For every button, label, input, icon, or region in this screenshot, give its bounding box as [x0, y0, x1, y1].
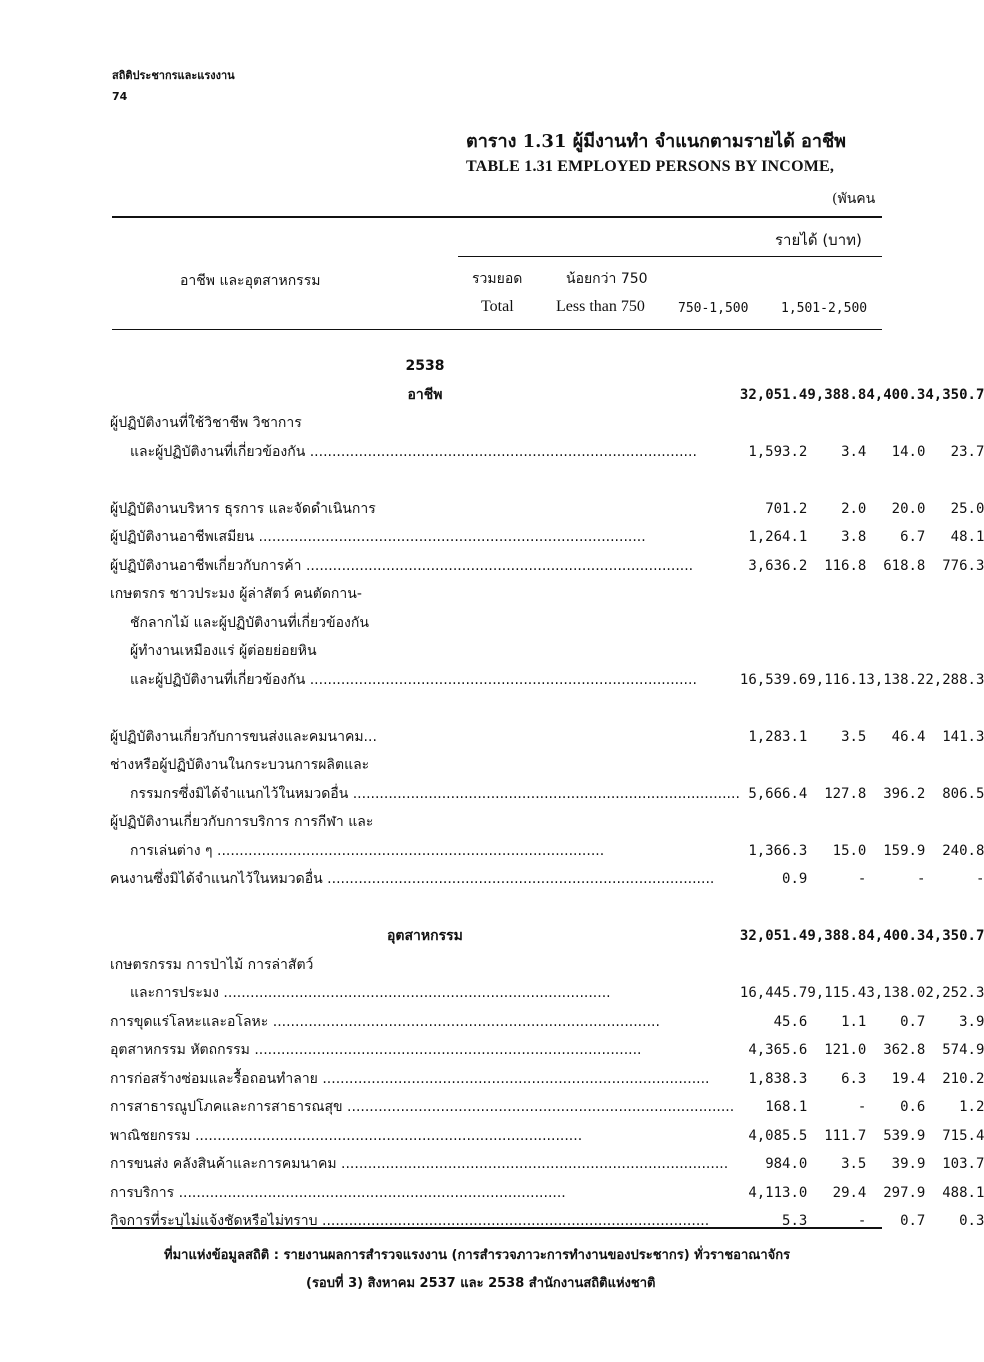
- row-label-text: และผู้ปฏิบัติงานที่เกี่ยวข้องกัน .....: [130, 444, 697, 460]
- row-value: 2,252.3: [925, 985, 984, 1002]
- footnote-source-cont: (รอบที่ 3) สิงหาคม 2537 และ 2538 สำนักงานสถิติแห่งชาติ: [306, 1276, 656, 1291]
- row-value: [807, 466, 866, 495]
- table-row: [110, 523, 984, 552]
- row-value: 984.0: [765, 1156, 808, 1173]
- row-value: [925, 609, 984, 638]
- row-value: 48.1: [950, 529, 984, 546]
- row-value: 806.5: [942, 785, 984, 802]
- table-row: [110, 1065, 984, 1094]
- row-label: [110, 780, 740, 809]
- row-value: [740, 580, 807, 609]
- row-value: [740, 352, 807, 381]
- row-value: 159.9: [883, 842, 926, 859]
- row-label: [110, 438, 740, 467]
- row-label-text: ผู้ทำงานเหมืองแร่ ผู้ต่อยย่อยหิน: [130, 643, 317, 660]
- row-value: [807, 609, 866, 638]
- total-header-english: Total: [481, 298, 514, 315]
- lt750-header-english: Less than 750: [556, 298, 645, 315]
- row-value: 4,400.3: [866, 928, 926, 945]
- row-value: 32,051.4: [739, 386, 808, 403]
- row-value: 6.7: [900, 529, 926, 546]
- row-label-text: การขุดแร่โลหะและอโลหะ .....: [110, 1014, 660, 1030]
- row-value: [866, 609, 925, 638]
- row-label-text: การสาธารณูปโภคและการสาธารณสุข .....: [110, 1099, 734, 1115]
- row-value: [807, 951, 866, 980]
- row-label-text: ผู้ปฏิบัติงานเกี่ยวกับการบริการ การกีฬา และ: [110, 814, 374, 831]
- row-label-text: กรรมกรซึ่งมิได้จำแนกไว้ในหมวดอื่น .....: [130, 786, 740, 802]
- row-value: 3.4: [841, 443, 867, 460]
- table-title-thai: ตาราง 1.31 ผู้มีงานทำ จำแนกตามรายได้ อาชีพ: [466, 131, 847, 152]
- row-label: [110, 1008, 740, 1037]
- table-row: [110, 837, 984, 866]
- row-value: 4,400.3: [866, 386, 926, 403]
- row-value: 539.9: [883, 1127, 926, 1144]
- row-label-text: พาณิชยกรรม .....: [110, 1128, 582, 1144]
- row-value: [866, 808, 925, 837]
- row-value: 103.7: [942, 1156, 984, 1173]
- row-value: [866, 352, 925, 381]
- row-label: [110, 1093, 740, 1122]
- row-label-text: เกษตรกร ชาวประมง ผู้ล่าสัตว์ คนตัดกาน-: [110, 586, 362, 603]
- row-value: 0.3: [959, 1213, 984, 1230]
- table-row: [110, 694, 984, 723]
- row-value: -: [857, 1213, 867, 1230]
- table-row: [110, 1008, 984, 1037]
- row-label: [110, 409, 740, 438]
- row-label: [110, 1179, 740, 1208]
- row-value: 15.0: [832, 842, 867, 859]
- table-row: [110, 751, 984, 780]
- row-value: [925, 751, 984, 780]
- table-row: [110, 780, 984, 809]
- row-value: 1.1: [841, 1013, 867, 1030]
- table-row: [110, 352, 984, 381]
- row-value: 3,138.2: [866, 671, 926, 688]
- row-label: [110, 552, 740, 581]
- row-label: [110, 495, 740, 524]
- table-row: [110, 865, 984, 894]
- row-value: 0.9: [782, 871, 808, 888]
- row-label-text: การบริการ .....: [110, 1185, 566, 1201]
- row-label-text: อุตสาหกรรม หัตถกรรม .....: [110, 1042, 642, 1058]
- row-value: 3.8: [841, 529, 867, 546]
- row-value: 1,283.1: [748, 728, 808, 745]
- row-value: [807, 637, 866, 666]
- table-row: [110, 922, 984, 951]
- row-value: [866, 637, 925, 666]
- row-value: [740, 409, 807, 438]
- row-value: 14.0: [891, 443, 926, 460]
- row-value: [925, 694, 984, 723]
- row-value: [925, 951, 984, 980]
- table-row: [110, 1150, 984, 1179]
- row-value: [807, 352, 866, 381]
- table-row: [110, 609, 984, 638]
- row-value: -: [975, 871, 984, 888]
- row-value: 5.3: [782, 1213, 808, 1230]
- unit-label: (พันคน: [832, 191, 876, 207]
- row-value: 4,350.7: [925, 928, 984, 945]
- row-value: 29.4: [832, 1184, 867, 1201]
- row-value: 46.4: [891, 728, 926, 745]
- row-value: 4,365.6: [748, 1042, 808, 1059]
- row-value: 1,838.3: [748, 1070, 808, 1087]
- row-value: 362.8: [883, 1042, 926, 1059]
- row-label: [110, 751, 740, 780]
- table-row: [110, 1036, 984, 1065]
- row-label: [110, 580, 740, 609]
- row-label: [110, 1122, 740, 1151]
- row-value: 1,593.2: [748, 443, 808, 460]
- row-value: 39.9: [891, 1156, 926, 1173]
- row-value: 25.0: [950, 500, 984, 517]
- row-value: 121.0: [824, 1042, 867, 1059]
- row-label: [110, 609, 740, 638]
- row-value: 4,085.5: [748, 1127, 808, 1144]
- row-value: [925, 894, 984, 923]
- row-label: [110, 979, 740, 1008]
- row-value: 5,666.4: [748, 785, 808, 802]
- lt750-header-thai: น้อยกว่า 750: [566, 271, 648, 287]
- row-value: 210.2: [942, 1070, 984, 1087]
- row-label-text: การก่อสร้างซ่อมและรื้อถอนทำลาย .....: [110, 1071, 710, 1087]
- row-value: [740, 466, 807, 495]
- row-label-text: ชักลากไม้ และผู้ปฏิบัติงานที่เกี่ยวข้องกัน: [130, 614, 369, 631]
- row-value: 3.5: [841, 728, 867, 745]
- row-value: 111.7: [824, 1127, 867, 1144]
- row-label: [110, 922, 740, 951]
- row-value: [740, 808, 807, 837]
- table-row: [110, 1122, 984, 1151]
- table-row: [110, 1207, 984, 1236]
- table-row: [110, 381, 984, 410]
- row-label: [110, 894, 740, 923]
- table-row: [110, 723, 984, 752]
- row-label-text: กิจการที่ระบุไม่แจ้งชัดหรือไม่ทราบ .....: [110, 1213, 709, 1229]
- row-value: [925, 580, 984, 609]
- row-value: 9,116.1: [807, 671, 867, 688]
- row-value: [925, 409, 984, 438]
- row-value: [740, 694, 807, 723]
- row-value: [807, 694, 866, 723]
- row-value: [740, 894, 807, 923]
- total-header-thai: รวมยอด: [472, 271, 523, 287]
- row-label-text: คนงานซึ่งมิได้จำแนกไว้ในหมวดอื่น .....: [110, 871, 714, 887]
- row-label: [110, 637, 740, 666]
- table-row: [110, 979, 984, 1008]
- col-750-1500-header: 750-1,500: [678, 301, 749, 316]
- row-value: 396.2: [883, 785, 926, 802]
- row-label-text: การเล่นต่าง ๆ .....: [130, 843, 604, 859]
- row-value: 488.1: [942, 1184, 984, 1201]
- row-label-text: ผู้ปฏิบัติงานอาชีพเกี่ยวกับการค้า .....: [110, 558, 693, 574]
- row-value: 1,264.1: [748, 529, 808, 546]
- row-value: [925, 637, 984, 666]
- row-value: 141.3: [942, 728, 984, 745]
- row-value: 3,636.2: [748, 557, 808, 574]
- row-label-text: การขนส่ง คลังสินค้าและการคมนาคม .....: [110, 1156, 728, 1172]
- row-value: 32,051.4: [739, 928, 808, 945]
- row-value: 3.9: [959, 1013, 984, 1030]
- row-label: [110, 466, 740, 495]
- row-value: 715.4: [942, 1127, 984, 1144]
- row-label: [110, 1150, 740, 1179]
- row-label: [110, 865, 740, 894]
- row-value: 2.0: [841, 500, 867, 517]
- table-row: [110, 495, 984, 524]
- table-row: [110, 552, 984, 581]
- table-row: [110, 438, 984, 467]
- row-value: [807, 580, 866, 609]
- row-label: [110, 666, 740, 695]
- row-label: [110, 1207, 740, 1236]
- row-label-text: ผู้ปฏิบัติงานบริหาร ธุรการ และจัดดำเนินการ: [110, 500, 376, 517]
- table-row: [110, 666, 984, 695]
- row-value: 574.9: [942, 1042, 984, 1059]
- row-value: [866, 894, 925, 923]
- page-number: 74: [112, 90, 128, 103]
- row-value: 4,350.7: [925, 386, 984, 403]
- table-row: [110, 637, 984, 666]
- row-label-text: เกษตรกรรม การป่าไม้ การล่าสัตว์: [110, 956, 314, 973]
- row-label-text: ผู้ปฏิบัติงานอาชีพเสมียน .....: [110, 529, 646, 545]
- row-label-text: และการประมง .....: [130, 985, 611, 1001]
- row-value: -: [916, 871, 926, 888]
- table-row: [110, 580, 984, 609]
- row-value: 168.1: [765, 1099, 808, 1116]
- header-bottom-rule: [112, 329, 882, 330]
- row-label-text: และผู้ปฏิบัติงานที่เกี่ยวข้องกัน .....: [130, 672, 697, 688]
- row-value: [740, 751, 807, 780]
- row-value: [925, 466, 984, 495]
- row-label: [110, 1036, 740, 1065]
- row-value: 3.5: [841, 1156, 867, 1173]
- table-row: [110, 1093, 984, 1122]
- row-value: 9,115.4: [807, 985, 867, 1002]
- row-value: [866, 466, 925, 495]
- table-row: [110, 1179, 984, 1208]
- row-value: 3,138.0: [866, 985, 926, 1002]
- row-label-text: อุตสาหกรรม: [387, 928, 463, 945]
- row-value: 1.2: [959, 1099, 984, 1116]
- row-value: [866, 409, 925, 438]
- data-table: [110, 352, 984, 1236]
- row-value: 116.8: [824, 557, 867, 574]
- table-title-english: TABLE 1.31 EMPLOYED PERSONS BY INCOME,: [466, 158, 835, 175]
- row-label: [110, 951, 740, 980]
- row-value: 701.2: [765, 500, 808, 517]
- row-value: 9,388.8: [807, 386, 867, 403]
- row-value: 23.7: [950, 443, 984, 460]
- col-1501-2500-header: 1,501-2,500: [781, 301, 868, 316]
- row-value: [740, 609, 807, 638]
- row-value: 19.4: [891, 1070, 926, 1087]
- row-label: [110, 837, 740, 866]
- row-value: [807, 409, 866, 438]
- row-value: 240.8: [942, 842, 984, 859]
- income-group-header: รายได้ (บาท): [775, 231, 862, 249]
- row-label: [110, 1065, 740, 1094]
- table-row: [110, 466, 984, 495]
- row-label: [110, 381, 740, 410]
- row-value: -: [857, 871, 867, 888]
- row-value: 6.3: [841, 1070, 867, 1087]
- row-value: 16,445.7: [739, 985, 808, 1002]
- row-value: [740, 951, 807, 980]
- row-value: 1,366.3: [748, 842, 808, 859]
- row-value: [866, 751, 925, 780]
- row-value: -: [857, 1099, 867, 1116]
- row-value: 618.8: [883, 557, 926, 574]
- income-group-rule: [458, 256, 882, 257]
- row-value: 297.9: [883, 1184, 926, 1201]
- table-row: [110, 894, 984, 923]
- row-label-text: ผู้ปฏิบัติงานที่ใช้วิชาชีพ วิชาการ: [110, 415, 302, 432]
- row-label-text: ผู้ปฏิบัติงานเกี่ยวกับการขนส่งและคมนาคม...: [110, 728, 377, 745]
- row-label-text: อาชีพ: [407, 386, 443, 403]
- row-value: 0.7: [900, 1213, 926, 1230]
- table-row: [110, 951, 984, 980]
- row-label: [110, 523, 740, 552]
- top-rule: [112, 216, 882, 218]
- row-value: [807, 751, 866, 780]
- row-value: [925, 808, 984, 837]
- row-value: 16,539.6: [739, 671, 808, 688]
- footnote-source: ที่มาแห่งข้อมูลสถิติ : รายงานผลการสำรวจแรงงาน (การสำรวจภาวะการทำงานของประชากร) ทั่วราชอาณาจักร: [164, 1248, 791, 1263]
- row-value: [807, 808, 866, 837]
- row-value: 776.3: [942, 557, 984, 574]
- running-header: สถิติประชากรและแรงงาน: [112, 69, 235, 82]
- table-row: [110, 808, 984, 837]
- row-label: [110, 808, 740, 837]
- row-value: [866, 694, 925, 723]
- row-value: 9,388.8: [807, 928, 867, 945]
- stub-header: อาชีพ และอุตสาหกรรม: [180, 273, 321, 289]
- row-value: 0.7: [900, 1013, 926, 1030]
- row-value: 0.6: [900, 1099, 926, 1116]
- row-label: [110, 723, 740, 752]
- row-value: 20.0: [891, 500, 926, 517]
- row-label-text: ช่างหรือผู้ปฏิบัติงานในกระบวนการผลิตและ: [110, 757, 370, 774]
- row-value: 45.6: [773, 1013, 808, 1030]
- row-label: [110, 352, 740, 381]
- table-row: [110, 409, 984, 438]
- row-label-text: 2538: [405, 358, 445, 375]
- row-value: 127.8: [824, 785, 867, 802]
- row-value: [866, 580, 925, 609]
- row-label: [110, 694, 740, 723]
- row-value: [740, 637, 807, 666]
- row-value: [925, 352, 984, 381]
- row-value: 2,288.3: [925, 671, 984, 688]
- row-value: 4,113.0: [748, 1184, 808, 1201]
- row-value: [866, 951, 925, 980]
- row-value: [807, 894, 866, 923]
